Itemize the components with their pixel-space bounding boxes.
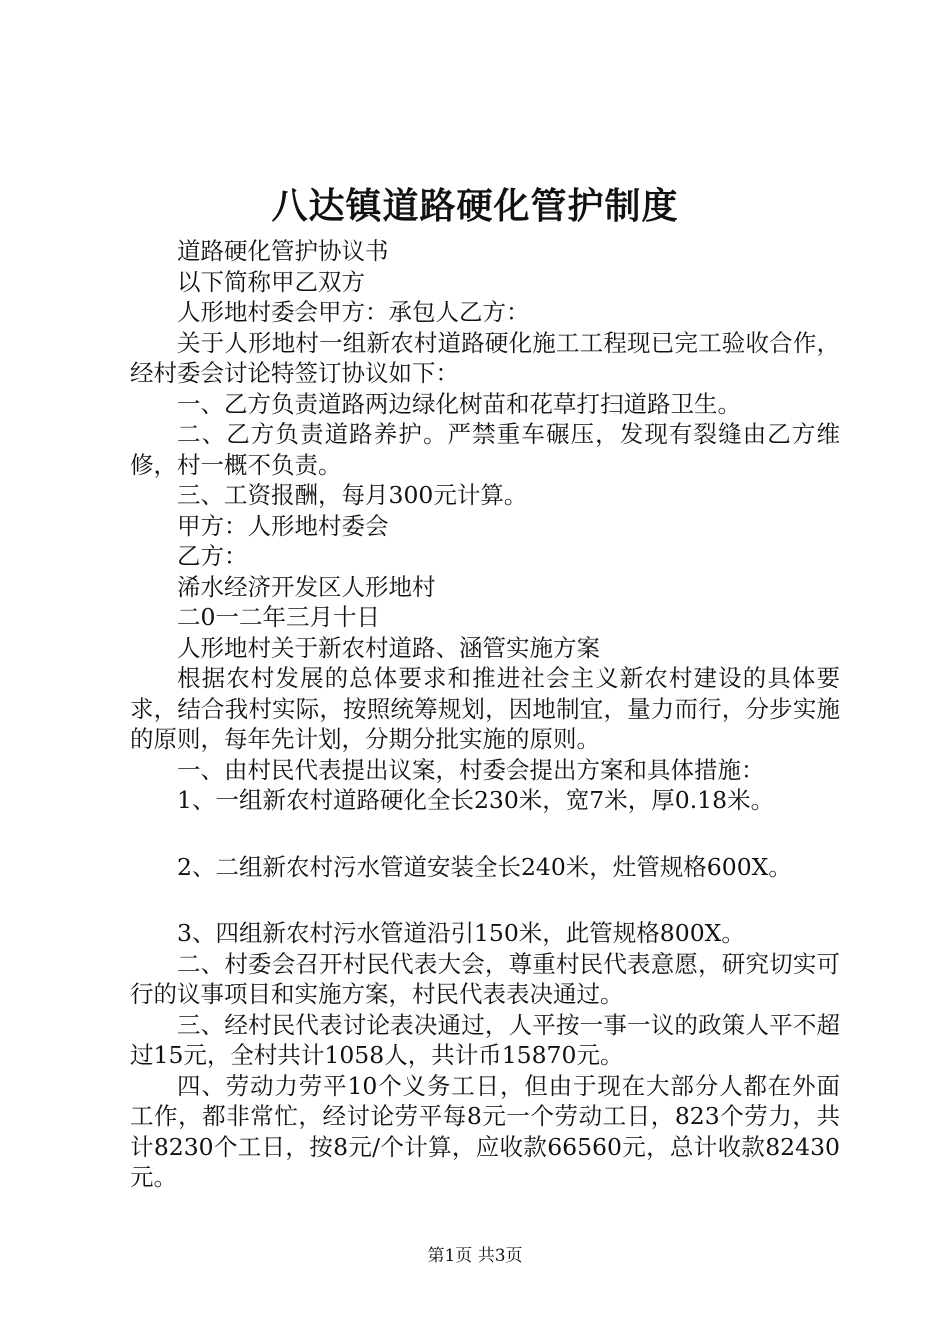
paragraph: 一、乙方负责道路两边绿化树苗和花草打扫道路卫生。 — [177, 389, 741, 418]
paragraph: 道路硬化管护协议书 — [177, 237, 389, 265]
paragraph: 2、二组新农村污水管道安装全长240米，灶管规格600X。 — [177, 852, 792, 881]
paragraph: 关于人形地村一组新农村道路硬化施工工程现已完工验收合作，经村委会讨论特签订协议如下： — [130, 328, 840, 387]
document-body — [130, 236, 840, 1193]
paragraph: 一、由村民代表提出议案，村委会提出方案和具体措施： — [177, 755, 765, 784]
paragraph: 四、劳动力劳平10个义务工日，但由于现在大部分人都在外面工作，都非常忙，经讨论劳平每8元一个劳动工日，823个劳力，共计8230个工日，按8元/个计算，应收款66560元，总计收款82430元。 — [130, 1071, 840, 1191]
paragraph: 二、乙方负责道路养护。严禁重车碾压，发现有裂缝由乙方维修，村一概不负责。 — [130, 420, 840, 479]
paragraph: 二、村委会召开村民代表大会，尊重村民代表意愿，研究切实可行的议事项目和实施方案，村民代表表决通过。 — [130, 949, 840, 1008]
paragraph: 以下简称甲乙双方 — [177, 267, 365, 296]
paragraph: 3、四组新农村污水管道沿引150米，此管规格800X。 — [177, 919, 745, 947]
paragraph: 人形地村委会甲方：承包人乙方： — [177, 298, 530, 326]
paragraph: 甲方：人形地村委会 — [177, 511, 389, 540]
paragraph: 二0一二年三月十日 — [177, 603, 380, 631]
paragraph: 三、工资报酬，每月300元计算。 — [177, 481, 528, 509]
paragraph: 1、一组新农村道路硬化全长230米，宽7米，厚0.18米。 — [177, 786, 775, 814]
paragraph: 浠水经济开发区人形地村 — [177, 572, 436, 601]
page-footer: 第1页 共3页 — [427, 1246, 523, 1266]
page-title: 八达镇道路硬化管护制度 — [271, 185, 679, 227]
paragraph: 三、经村民代表讨论表决通过，人平按一事一议的政策人平不超过15元，全村共计1058人，共计币15870元。 — [130, 1010, 840, 1069]
paragraph: 乙方： — [177, 542, 248, 570]
paragraph: 人形地村关于新农村道路、涵管实施方案 — [177, 633, 600, 662]
paragraph: 根据农村发展的总体要求和推进社会主义新农村建设的具体要求，结合我村实际，按照统筹规划，因地制宜，量力而行，分步实施的原则，每年先计划，分期分批实施的原则。 — [130, 664, 840, 753]
